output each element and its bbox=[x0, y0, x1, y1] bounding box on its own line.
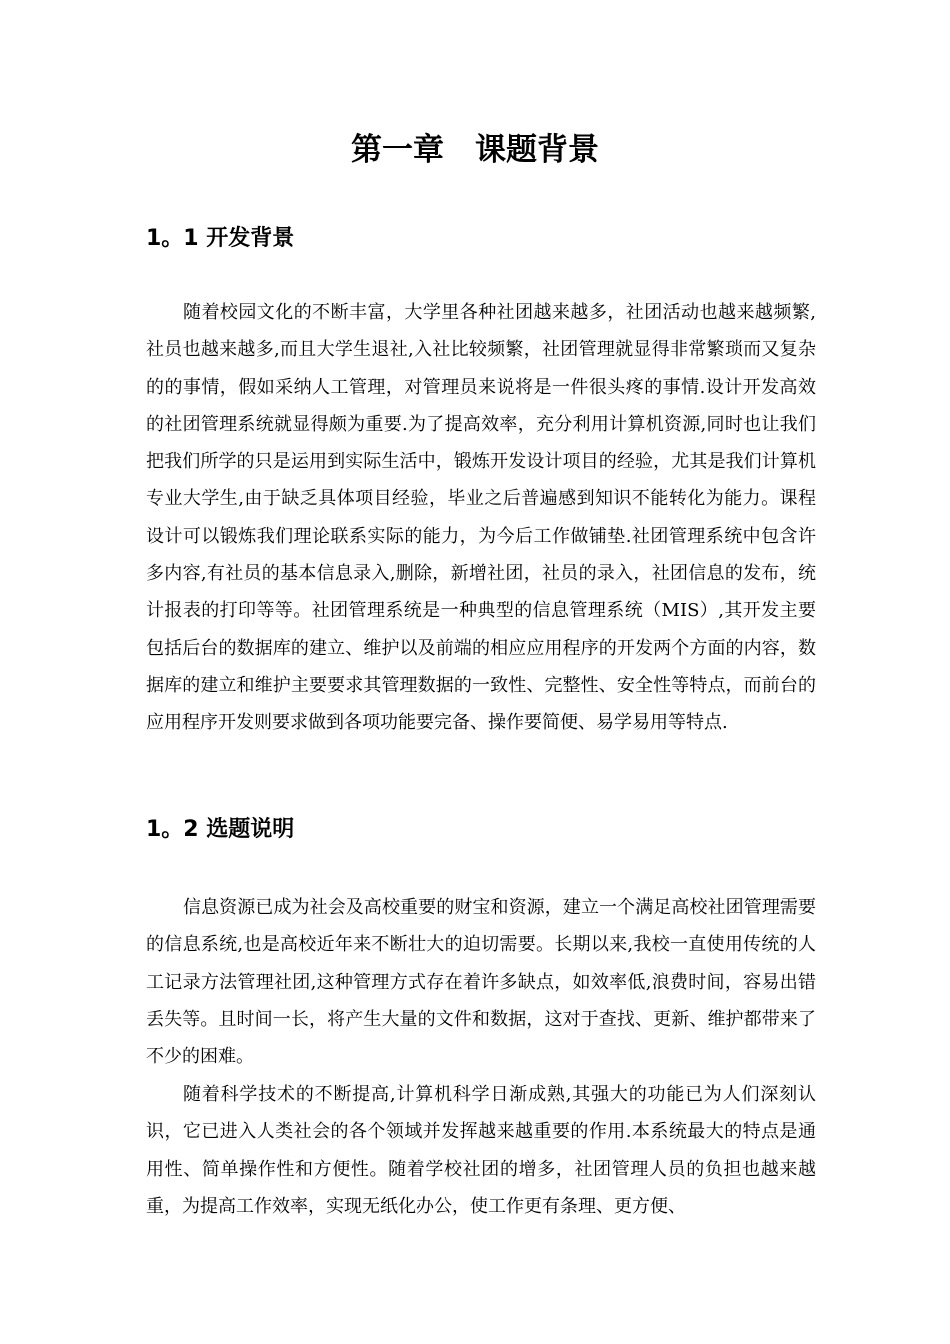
section-heading-1-1: 1。1 开发背景 bbox=[146, 226, 295, 251]
section-heading-1-2: 1。2 选题说明 bbox=[146, 817, 295, 842]
paragraph-development-background: 随着校园文化的不断丰富，大学里各种社团越来越多，社团活动也越来越频繁,社员也越来越多,而且大学生退社,入社比较频繁，社团管理就显得非常繁琐而又复杂的的事情，假如采纳人工管理，对管理员来说将是一件很头疼的事情.设计开发高效的社团管理系统就显得颇为重要.为了提高效率，充分利用计算机资源,同时也让我们把我们所学的只是运用到实际生活中，锻炼开发设计项目的经验，尤其是我们计算机专业大学生,由于缺乏具体项目经验，毕业之后普遍感到知识不能转化为能力。课程设计可以锻炼我们理论联系实际的能力，为今后工作做铺垫.社团管理系统中包含许多内容,有社员的基本信息录入,删除，新增社团，社员的录入，社团信息的发布，统计报表的打印等等。社团管理系统是一种典型的信息管理系统（MIS）,其开发主要包括后台的数据库的建立、维护以及前端的相应应用程序的开发两个方面的内容，数据库的建立和维护主要要求其管理数据的一致性、完整性、安全性等特点，而前台的应用程序开发则要求做到各项功能要完备、操作要简便、易学易用等特点. bbox=[146, 302, 816, 734]
paragraph-topic-description-1: 信息资源已成为社会及高校重要的财宝和资源，建立一个满足高校社团管理需要的信息系统,也是高校近年来不断壮大的迫切需要。长期以来,我校一直使用传统的人工记录方法管理社团,这种管理方式存在着许多缺点，如效率低,浪费时间，容易出错丢失等。且时间一长，将产生大量的文件和数据，这对于查找、更新、维护都带来了不少的困难。 bbox=[146, 897, 816, 1068]
paragraph-topic-description-2: 随着科学技术的不断提高,计算机科学日渐成熟,其强大的功能已为人们深刻认识，它已进入人类社会的各个领域并发挥越来越重要的作用.本系统最大的特点是通用性、简单操作性和方便性。随着学校社团的增多，社团管理人员的负担也越来越重，为提高工作效率，实现无纸化办公，使工作更有条理、更方便、 bbox=[146, 1084, 816, 1217]
chapter-title: 第一章 课题背景 bbox=[351, 132, 599, 168]
